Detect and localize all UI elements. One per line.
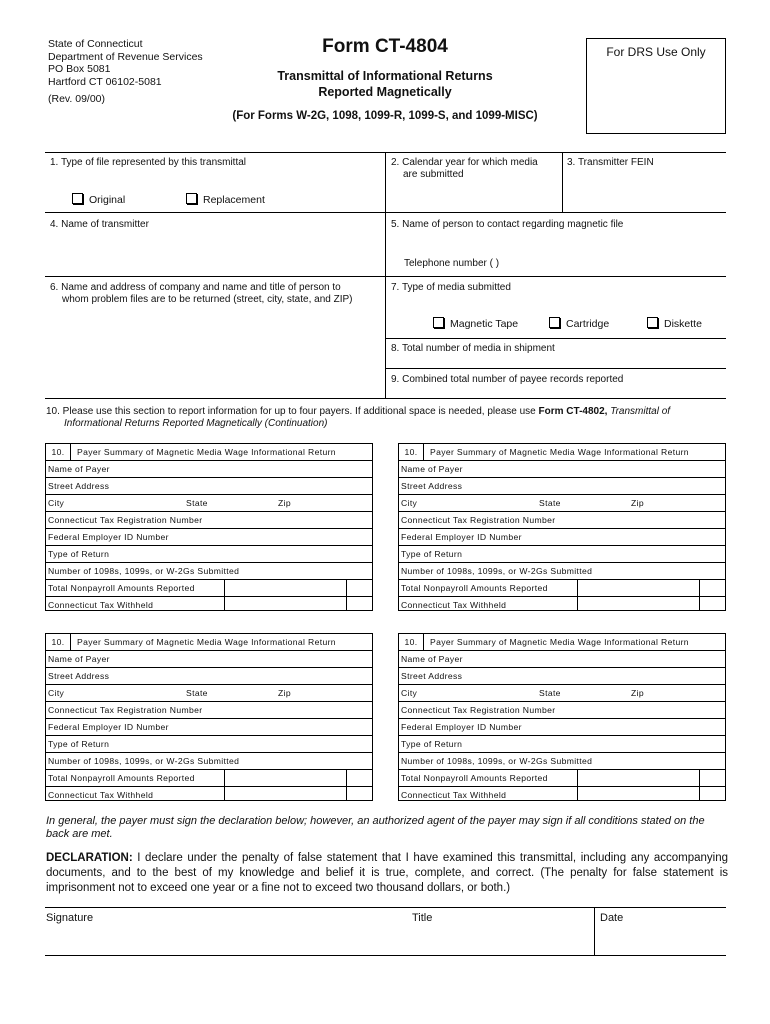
ct-registration-label: Connecticut Tax Registration Number — [48, 515, 203, 525]
grid-line — [385, 368, 726, 369]
magnetic-tape-checkbox[interactable] — [433, 317, 444, 328]
date-field[interactable]: Date — [600, 912, 624, 924]
field-6-line-1: 6. Name and address of company and name and title of person to — [50, 282, 341, 293]
diskette-label: Diskette — [664, 318, 702, 330]
subtitle-line-1: Transmittal of Informational Returns — [277, 69, 493, 83]
payer-name-label: Name of Payer — [48, 464, 110, 474]
type-of-return-label: Type of Return — [401, 739, 463, 749]
payer-box-header — [399, 634, 725, 651]
payer-name-row[interactable] — [46, 651, 372, 668]
cents-divider — [699, 770, 700, 786]
type-of-return-row[interactable] — [46, 546, 372, 563]
city-label: City — [401, 498, 418, 508]
fein-label: Federal Employer ID Number — [48, 722, 169, 732]
fein-row[interactable] — [46, 719, 372, 736]
amount-divider — [577, 580, 578, 596]
field-6-label — [50, 282, 353, 306]
telephone-label: Telephone number ( ) — [404, 258, 500, 269]
amount-divider — [224, 770, 225, 786]
declaration — [46, 851, 728, 896]
signing-note: In general, the payer must sign the declaration below; however, an authorized agent of the payer may sign if all conditions stated on the back are met. — [46, 815, 705, 840]
cartridge-label: Cartridge — [566, 318, 610, 330]
zip-label: Zip — [631, 498, 644, 508]
cents-divider — [699, 597, 700, 611]
payer-box-number: 10. — [46, 444, 71, 460]
amount-divider — [577, 787, 578, 801]
ct-tax-withheld-row[interactable] — [399, 787, 725, 801]
fein-label: Federal Employer ID Number — [48, 532, 169, 542]
payer-box-header — [46, 634, 372, 651]
revision-date: (Rev. 09/00) — [48, 93, 105, 105]
payer-box-title: Payer Summary of Magnetic Media Wage Informational Return — [430, 447, 689, 457]
payer-box-number: 10. — [399, 444, 424, 460]
type-of-return-label: Type of Return — [48, 739, 110, 749]
payer-box-number: 10. — [399, 634, 424, 650]
city-label: City — [48, 498, 65, 508]
number-submitted-label: Number of 1098s, 1099s, or W-2Gs Submitted — [401, 566, 593, 576]
ct-registration-row[interactable] — [46, 512, 372, 529]
field-2-line-1: 2. Calendar year for which media — [391, 157, 538, 168]
declaration-label: DECLARATION: — [46, 852, 133, 864]
field-10-text-a: 10. Please use this section to report information for up to four payers. If additional space is needed, please use — [46, 406, 539, 417]
original-label: Original — [89, 194, 126, 206]
number-submitted-label: Number of 1098s, 1099s, or W-2Gs Submitted — [48, 756, 240, 766]
payer-summary-box-4 — [398, 633, 726, 801]
street-address-row[interactable] — [399, 668, 725, 685]
ct-tax-withheld-label: Connecticut Tax Withheld — [401, 600, 507, 610]
number-submitted-row[interactable] — [46, 563, 372, 580]
payer-box-header — [46, 444, 372, 461]
number-submitted-label: Number of 1098s, 1099s, or W-2Gs Submitted — [48, 566, 240, 576]
payer-name-label: Name of Payer — [401, 464, 463, 474]
state-label: State — [539, 688, 561, 698]
payer-box-header — [399, 444, 725, 461]
grid-line — [562, 152, 563, 212]
state-label: State — [539, 498, 561, 508]
zip-label: Zip — [278, 498, 291, 508]
payer-name-row[interactable] — [399, 651, 725, 668]
city-state-zip-row[interactable] — [399, 685, 725, 702]
type-of-return-label: Type of Return — [401, 549, 463, 559]
zip-label: Zip — [278, 688, 291, 698]
street-address-row[interactable] — [399, 478, 725, 495]
payer-summary-box-3 — [45, 633, 373, 801]
grid-line — [45, 398, 726, 399]
street-address-label: Street Address — [48, 671, 110, 681]
signature-top-line — [45, 907, 726, 908]
number-submitted-label: Number of 1098s, 1099s, or W-2Gs Submitted — [401, 756, 593, 766]
amount-divider — [577, 597, 578, 611]
nonpayroll-label: Total Nonpayroll Amounts Reported — [401, 583, 548, 593]
media-diskette[interactable] — [647, 317, 702, 330]
field-10-line-2: Informational Returns Reported Magnetically (Continuation) — [64, 418, 328, 429]
declaration-text: I declare under the penalty of false statement that I have examined this transmittal, including any accompanying documents, and to the best of my knowledge and belief it is true, complete, and correct. (The penalty for false statement is imprisonment not to exceed one year or a fine not to exceed two thousand dollars, or both.) — [46, 852, 728, 894]
field-6-line-2: whom problem files are to be returned (street, city, state, and ZIP) — [62, 294, 353, 305]
city-state-zip-row[interactable] — [46, 495, 372, 512]
field-9-label: 9. Combined total number of payee records reported — [391, 374, 624, 385]
agency-line: Hartford CT 06102-5081 — [48, 75, 162, 88]
field-1-label: 1. Type of file represented by this transmittal — [50, 157, 247, 168]
field-10-line-1 — [46, 406, 726, 418]
field-10-instructions — [46, 406, 726, 430]
street-address-row[interactable] — [46, 668, 372, 685]
nonpayroll-row[interactable] — [46, 770, 372, 787]
agency-address — [48, 38, 203, 106]
grid-line — [385, 152, 386, 398]
city-label: City — [401, 688, 418, 698]
payer-name-row[interactable] — [46, 461, 372, 478]
fein-label: Federal Employer ID Number — [401, 722, 522, 732]
street-address-label: Street Address — [401, 671, 463, 681]
ct-tax-withheld-label: Connecticut Tax Withheld — [48, 600, 154, 610]
subtitle-line-2: Reported Magnetically — [318, 85, 452, 99]
replacement-checkbox[interactable] — [186, 193, 197, 204]
cents-divider — [346, 770, 347, 786]
type-of-return-label: Type of Return — [48, 549, 110, 559]
number-submitted-row[interactable] — [46, 753, 372, 770]
field-5-label: 5. Name of person to contact regarding magnetic file — [391, 219, 624, 230]
applicable-forms: (For Forms W-2G, 1098, 1099-R, 1099-S, and 1099-MISC) — [232, 110, 538, 122]
cents-divider — [346, 580, 347, 596]
ct-tax-withheld-row[interactable] — [46, 597, 372, 611]
file-type-original[interactable] — [72, 193, 125, 206]
cents-divider — [699, 787, 700, 801]
media-cartridge[interactable] — [549, 317, 609, 330]
drs-use-only-box: For DRS Use Only — [586, 38, 726, 134]
ct-registration-row[interactable] — [46, 702, 372, 719]
number-submitted-row[interactable] — [399, 753, 725, 770]
ct-registration-label: Connecticut Tax Registration Number — [48, 705, 203, 715]
ct-tax-withheld-label: Connecticut Tax Withheld — [48, 790, 154, 800]
nonpayroll-row[interactable] — [46, 580, 372, 597]
ct-tax-withheld-label: Connecticut Tax Withheld — [401, 790, 507, 800]
cartridge-checkbox[interactable] — [549, 317, 560, 328]
street-address-label: Street Address — [48, 481, 110, 491]
type-of-return-row[interactable] — [46, 736, 372, 753]
payer-summary-box-1 — [45, 443, 373, 611]
form-ct-4802-ref: Form CT-4802, — [538, 406, 608, 417]
field-2-label — [391, 157, 538, 181]
field-3-label: 3. Transmitter FEIN — [567, 157, 654, 168]
nonpayroll-row[interactable] — [399, 770, 725, 787]
magnetic-tape-label: Magnetic Tape — [450, 318, 519, 330]
payer-box-title: Payer Summary of Magnetic Media Wage Informational Return — [77, 447, 336, 457]
amount-divider — [224, 597, 225, 611]
zip-label: Zip — [631, 688, 644, 698]
title-field[interactable]: Title — [412, 912, 433, 924]
street-address-row[interactable] — [46, 478, 372, 495]
ct-registration-label: Connecticut Tax Registration Number — [401, 515, 556, 525]
street-address-label: Street Address — [401, 481, 463, 491]
payer-name-row[interactable] — [399, 461, 725, 478]
state-label: State — [186, 498, 208, 508]
diskette-checkbox[interactable] — [647, 317, 658, 328]
payer-summary-box-2 — [398, 443, 726, 611]
agency-line: State of Connecticut — [48, 38, 143, 50]
ct-tax-withheld-row[interactable] — [46, 787, 372, 801]
ct-registration-label: Connecticut Tax Registration Number — [401, 705, 556, 715]
original-checkbox[interactable] — [72, 193, 83, 204]
cents-divider — [346, 787, 347, 801]
fein-row[interactable] — [46, 529, 372, 546]
state-label: State — [186, 688, 208, 698]
cents-divider — [346, 597, 347, 611]
amount-divider — [224, 580, 225, 596]
fein-row[interactable] — [399, 719, 725, 736]
ct-registration-row[interactable] — [399, 512, 725, 529]
agency-line: Department of Revenue Services — [48, 50, 203, 63]
number-submitted-row[interactable] — [399, 563, 725, 580]
replacement-label: Replacement — [203, 194, 265, 206]
city-state-zip-row[interactable] — [399, 495, 725, 512]
date-divider — [594, 907, 595, 955]
field-2-line-2: are submitted — [403, 169, 464, 180]
type-of-return-row[interactable] — [399, 736, 725, 753]
cents-divider — [699, 580, 700, 596]
payer-box-number: 10. — [46, 634, 71, 650]
form-subtitle — [230, 68, 540, 100]
payer-box-title: Payer Summary of Magnetic Media Wage Informational Return — [77, 637, 336, 647]
field-8-label: 8. Total number of media in shipment — [391, 343, 555, 354]
agency-line: PO Box 5081 — [48, 63, 111, 75]
payer-name-label: Name of Payer — [48, 654, 110, 664]
signature-field[interactable]: Signature — [46, 912, 94, 924]
field-4-label: 4. Name of transmitter — [50, 219, 149, 230]
media-magnetic-tape[interactable] — [433, 317, 518, 330]
ct-registration-row[interactable] — [399, 702, 725, 719]
nonpayroll-row[interactable] — [399, 580, 725, 597]
amount-divider — [224, 787, 225, 801]
payer-box-title: Payer Summary of Magnetic Media Wage Informational Return — [430, 637, 689, 647]
grid-line — [385, 338, 726, 339]
field-7-label: 7. Type of media submitted — [391, 282, 511, 293]
amount-divider — [577, 770, 578, 786]
form-title: Form CT-4804 — [322, 36, 448, 57]
field-10-text-c: Transmittal of — [607, 406, 671, 417]
nonpayroll-label: Total Nonpayroll Amounts Reported — [401, 773, 548, 783]
nonpayroll-label: Total Nonpayroll Amounts Reported — [48, 773, 195, 783]
nonpayroll-label: Total Nonpayroll Amounts Reported — [48, 583, 195, 593]
fein-row[interactable] — [399, 529, 725, 546]
type-of-return-row[interactable] — [399, 546, 725, 563]
ct-tax-withheld-row[interactable] — [399, 597, 725, 611]
payer-name-label: Name of Payer — [401, 654, 463, 664]
file-type-replacement[interactable] — [186, 193, 265, 206]
city-state-zip-row[interactable] — [46, 685, 372, 702]
city-label: City — [48, 688, 65, 698]
signature-bottom-line — [45, 955, 726, 956]
fein-label: Federal Employer ID Number — [401, 532, 522, 542]
